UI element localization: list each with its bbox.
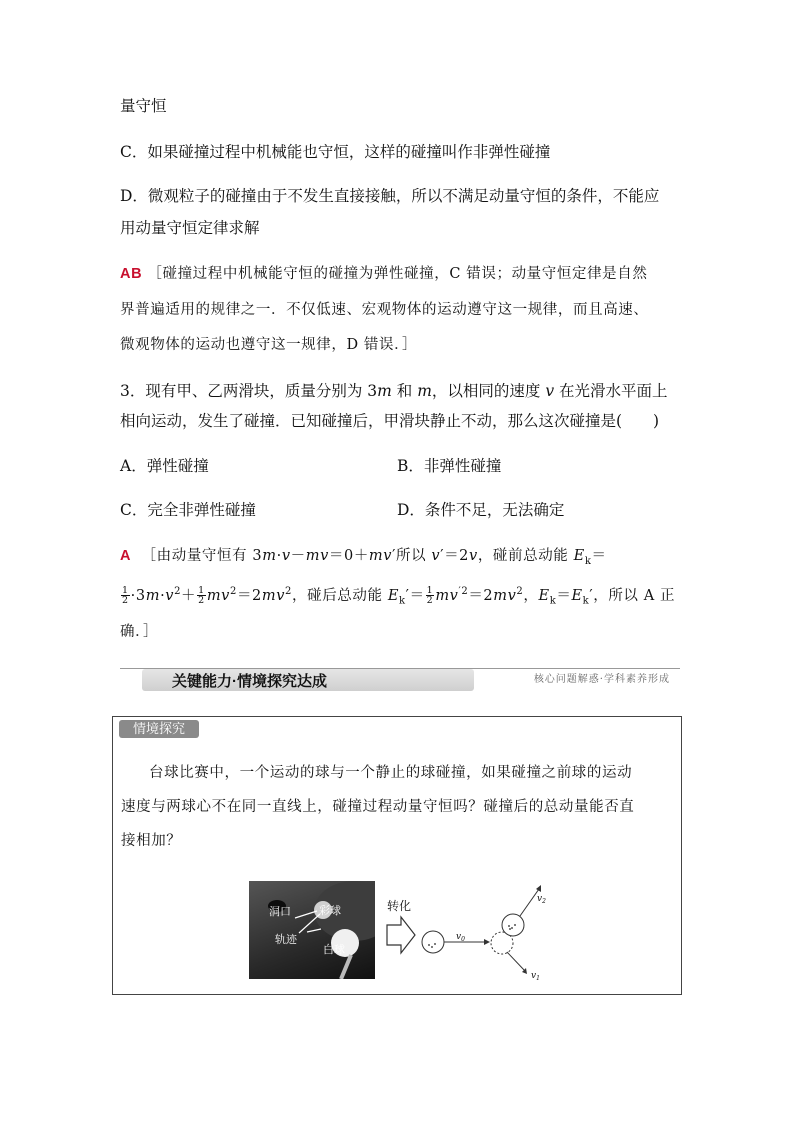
convert-arrow-icon — [387, 917, 415, 953]
label-track: 轨迹 — [275, 933, 297, 946]
q2-explanation-line3: 微观物体的运动也遵守这一规律，D 错误．］ — [120, 337, 418, 353]
q2-explanation-line2: 界普遍适用的规律之一．不仅低速、宏观物体的运动遵守这一规律，而且高速、 — [120, 302, 649, 318]
label-white-ball: 白球 — [323, 943, 345, 956]
q2-answer-label: AB — [120, 266, 143, 282]
q3-option-c: C．完全非弹性碰撞 — [120, 501, 256, 519]
section-title: 关键能力·情境探究达成 — [172, 673, 327, 690]
v2-label: $v_2$ — [537, 894, 546, 905]
q3-stem-line1: 3．现有甲、乙两滑块，质量分别为 3m 和 m，以相同的速度 v 在光滑水平面上 — [120, 382, 668, 400]
scenario-paragraph-line1: 台球比赛中，一个运动的球与一个静止的球碰撞，如果碰撞之前球的运动 — [149, 765, 633, 781]
convert-label: 转化 — [387, 899, 412, 913]
q2-option-c: C．如果碰撞过程中机械能也守恒，这样的碰撞叫作非弹性碰撞 — [120, 143, 551, 161]
v0-label: $v_0$ — [456, 932, 465, 943]
q2-explanation-text1: ［碰撞过程中机械能守恒的碰撞为弹性碰撞，C 错误；动量守恒定律是自然 — [147, 266, 648, 282]
scenario-tag: 情境探究 — [119, 720, 199, 738]
banner-pill — [142, 669, 474, 691]
billiards-photo — [249, 881, 375, 979]
billiards-photo-art — [249, 881, 375, 979]
q2-option-d-line2: 用动量守恒定律求解 — [120, 219, 260, 237]
v1-label: $v_1$ — [531, 971, 540, 981]
q3-option-a: A．弹性碰撞 — [120, 457, 209, 475]
q2-line1: 量守恒 — [120, 97, 167, 115]
label-color-ball: 彩球 — [319, 904, 341, 917]
fraction-half: $\frac{1}{2}$ — [122, 585, 129, 607]
scenario-paragraph-line3: 接相加？ — [121, 833, 182, 849]
q3-explanation-line3: 确．］ — [120, 624, 159, 640]
scenario-box — [112, 716, 682, 995]
q2-option-d-line1: D．微观粒子的碰撞由于不发生直接接触，所以不满足动量守恒的条件，不能应 — [120, 187, 660, 205]
target-ball-icon — [502, 914, 524, 936]
section-banner — [120, 664, 680, 692]
fraction-half: $\frac{1}{2}$ — [198, 585, 205, 607]
q3-explanation-line1: A ［由动量守恒有 3m·v－mv＝0＋mv′所以 v′＝2v，碰前总动能 $E_k=$ — [120, 548, 607, 567]
q3-stem-line2: 相向运动，发生了碰撞．已知碰撞后，甲滑块静止不动，那么这次碰撞是( ) — [120, 412, 660, 430]
label-hole: 洞口 — [269, 905, 291, 918]
q3-option-b: B．非弹性碰撞 — [397, 457, 502, 475]
q3-answer-label: A — [120, 548, 132, 564]
q3-explanation-line2: $\frac{1}{2}$ $\cdot 3m\cdot v^2+$ $\frac{1}{2}$ $mv^2=2mv^2$，碰后总动能 $E_k'=$ $\frac{1}{2}$ $mv^{'2}=2mv^2$，$E_k=E_k'$，所以 A 正 — [122, 585, 676, 607]
ball-before-icon — [422, 931, 444, 953]
section-subtitle: 核心问题解惑·学科素养形成 — [533, 674, 670, 685]
scenario-paragraph-line2: 速度与两球心不在同一直线上，碰撞过程动量守恒吗？碰撞后的总动量能否直 — [121, 799, 635, 815]
cue-shape — [341, 955, 351, 979]
q3-option-d: D．条件不足，无法确定 — [397, 501, 565, 519]
collision-diagram — [381, 881, 581, 981]
fraction-half: $\frac{1}{2}$ — [426, 585, 434, 607]
q2-explanation-line1 — [120, 264, 647, 284]
